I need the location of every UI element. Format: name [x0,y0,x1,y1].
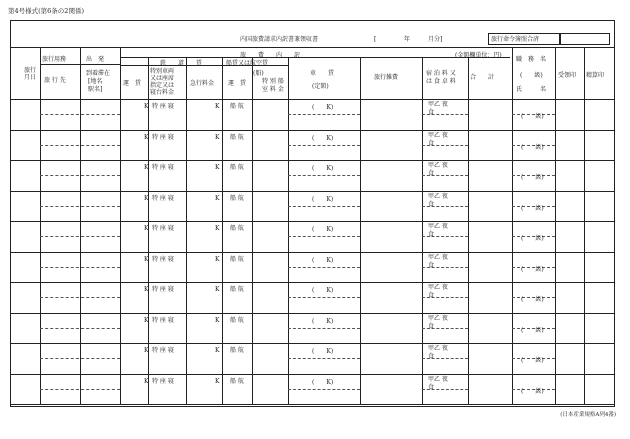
fare-unit: K [144,347,149,354]
lodging-type: 甲乙 夜 [428,314,448,322]
column-line [120,57,121,404]
grade-field: ( 級) [521,265,544,273]
col-car-fixed: (定額) [312,83,329,90]
meal-label: 食 [428,292,435,299]
ship-kinds: 船 航 [230,164,244,171]
column-line [512,47,513,404]
express-unit: K [215,255,220,263]
table-top-rule [10,47,615,48]
express-unit: K [215,225,220,232]
row-dash [288,389,360,390]
row-dash [40,328,120,329]
row-dash [288,328,360,329]
ship-kinds: 船 航 [230,194,244,202]
form-title: 内国旅費請求内訳書兼領収書 [240,36,319,43]
column-line [222,57,223,404]
col-car-fare: 車 賃 [310,70,335,77]
col-fare: 運 賃 [123,80,142,87]
fare-unit: K [144,255,149,263]
order-check-label: 旅行命令簿照合済 [491,36,540,43]
order-check-seal-box[interactable] [560,33,610,45]
lodging-type: 甲乙 夜 [428,162,448,169]
col-receipt-seal: 受領印 [558,72,577,79]
column-line [40,47,41,404]
meal-label: 食 [428,109,435,116]
express-unit: K [215,194,220,202]
special-kinds: 特 座 寝 [152,225,174,232]
car-amount: ( K) [312,195,334,203]
col-special-seat-2: 又は座席 [150,75,175,82]
special-kinds: 特 座 寝 [152,164,174,171]
col-ship-special-1: 特 別 船 [262,78,284,85]
row-rule [10,191,615,192]
special-kinds: 特 座 寝 [152,286,174,293]
special-kinds: 特 座 寝 [152,133,174,141]
col-total: 合 計 [470,74,495,81]
special-kinds: 特 座 寝 [152,255,174,263]
grade-field: ( 級) [521,326,544,334]
grade-field: ( 級) [521,235,544,242]
col-lodging-1: 宿 泊 料 又 [426,70,456,77]
column-line [186,57,187,404]
row-dash [288,267,360,268]
row-dash [288,236,360,237]
row-dash [40,389,120,390]
column-line [468,57,469,404]
unit-note: (金額欄単位：円) [455,52,502,59]
fare-unit: K [144,286,149,293]
row-dash [288,297,360,298]
lodging-type: 甲乙 夜 [428,192,448,200]
express-unit: K [215,164,220,171]
col-rail-fare: 鉄 道 賃 [160,60,203,67]
car-amount: ( K) [312,348,334,355]
row-rule [10,374,615,375]
car-amount: ( K) [312,287,334,294]
col-position: 職 務 名 [516,56,547,63]
month-label: 月分] [428,36,443,43]
row-rule [10,343,615,344]
col-settlement-seal: 精算印 [586,72,605,79]
footer-note: (日本産業規格A列4番) [560,412,616,418]
fare-unit: K [144,103,149,110]
column-line [288,57,289,404]
meal-label: 食 [428,383,435,391]
grade-field: ( 級) [521,113,544,120]
express-unit: K [215,316,220,324]
col-ship-fare: 運 賃 [228,80,247,87]
col-place-name: [地名 [88,78,103,85]
car-amount: ( K) [312,104,334,111]
ship-kinds: 船 航 [230,255,244,263]
ship-kinds: 船 航 [230,286,244,293]
row-dash [288,114,360,115]
express-unit: K [215,377,220,385]
column-line [555,47,556,404]
express-unit: K [215,286,220,293]
col-special-seat-1: 特別車両 [150,68,175,75]
ship-kinds: 船 航 [230,103,244,110]
rule-line [120,65,288,66]
row-rule [10,313,615,314]
meal-label: 食 [428,139,435,147]
ship-mark-icon: (船) [253,70,264,77]
lodging-type: 甲乙 夜 [428,131,448,139]
row-rule [10,160,615,161]
fare-unit: K [144,194,149,202]
ship-kinds: 船 航 [230,347,244,354]
car-amount: ( K) [312,134,334,142]
meal-label: 食 [428,322,435,330]
row-dash [40,114,120,115]
row-dash [288,175,360,176]
row-dash [40,297,120,298]
col-misc: 旅行雑費 [374,74,399,81]
grade-field: ( 級) [521,357,544,364]
meal-label: 食 [428,353,435,360]
col-special-seat-4: 寝台料金 [150,89,175,96]
car-amount: ( K) [312,256,334,264]
col-expense-breakdown: 旅 費 内 訳 [240,52,301,59]
col-express: 急行料金 [190,80,215,87]
period-bracket: [ [374,36,377,43]
express-unit: K [215,133,220,141]
row-rule [10,282,615,283]
col-destination: 旅 行 先 [44,77,66,84]
special-kinds: 特 座 寝 [152,194,174,202]
lodging-type: 甲乙 夜 [428,223,448,230]
ship-kinds: 船 航 [230,225,244,232]
column-line [584,47,585,404]
ship-kinds: 船 航 [230,377,244,385]
column-line [80,47,81,404]
row-dash [288,206,360,207]
col-lodging-2: は 食 卓 料 [426,78,456,85]
lodging-type: 甲乙 夜 [428,375,448,383]
fare-unit: K [144,225,149,232]
lodging-type: 甲乙 夜 [428,101,448,108]
row-dash [288,358,360,359]
row-rule [10,252,615,253]
grade-field: ( 級) [521,387,544,395]
fare-unit: K [144,133,149,141]
table-bottom-rule [10,404,615,405]
row-dash [40,175,120,176]
row-dash [288,145,360,146]
col-station-name: 駅名] [88,86,103,93]
col-travel-purpose: 旅行用務 [42,56,67,63]
meal-label: 食 [428,170,435,177]
header-bottom-rule [10,99,615,100]
special-kinds: 特 座 寝 [152,316,174,324]
row-dash [40,267,120,268]
col-grade: ( 級) [520,72,543,79]
special-kinds: 特 座 寝 [152,377,174,385]
grade-field: ( 級) [521,174,544,181]
express-unit: K [215,347,220,354]
column-line [252,57,253,404]
col-ship-special-2: 室 料 金 [262,86,284,93]
year-label: 年 [404,36,411,43]
car-amount: ( K) [312,317,334,325]
fare-unit: K [144,164,149,171]
meal-label: 食 [428,261,435,269]
special-kinds: 特 座 寝 [152,103,174,110]
meal-label: 食 [428,200,435,208]
row-rule [10,130,615,131]
car-amount: ( K) [312,378,334,386]
fare-unit: K [144,316,149,324]
col-arrival-stay: 到着滞在 [86,70,111,77]
car-amount: ( K) [312,165,334,172]
ship-kinds: 船 航 [230,133,244,141]
lodging-type: 甲乙 夜 [428,345,448,352]
row-dash [40,206,120,207]
express-unit: K [215,103,220,110]
row-dash [40,236,120,237]
col-ship-air-fare: 船賃又は航空賃 [226,60,269,67]
grade-field: ( 級) [521,143,544,151]
special-kinds: 特 座 寝 [152,347,174,354]
fare-unit: K [144,377,149,385]
row-rule [10,221,615,222]
row-dash [40,358,120,359]
grade-field: ( 級) [521,204,544,212]
column-line [360,57,361,404]
col-special-seat-3: 指定又は [150,82,175,89]
column-line [422,57,423,404]
lodging-type: 甲乙 夜 [428,284,448,291]
meal-label: 食 [428,231,435,238]
col-name: 氏 名 [516,86,547,93]
form-label: 第4号様式(第6条の2関係) [8,7,84,15]
grade-field: ( 級) [521,296,544,303]
col-travel-date: 旅行月日 [23,67,36,81]
ship-kinds: 船 航 [230,316,244,324]
col-departure: 出 発 [86,56,105,63]
lodging-type: 甲乙 夜 [428,253,448,261]
row-dash [40,145,120,146]
car-amount: ( K) [312,226,334,233]
rule-line [120,57,510,58]
